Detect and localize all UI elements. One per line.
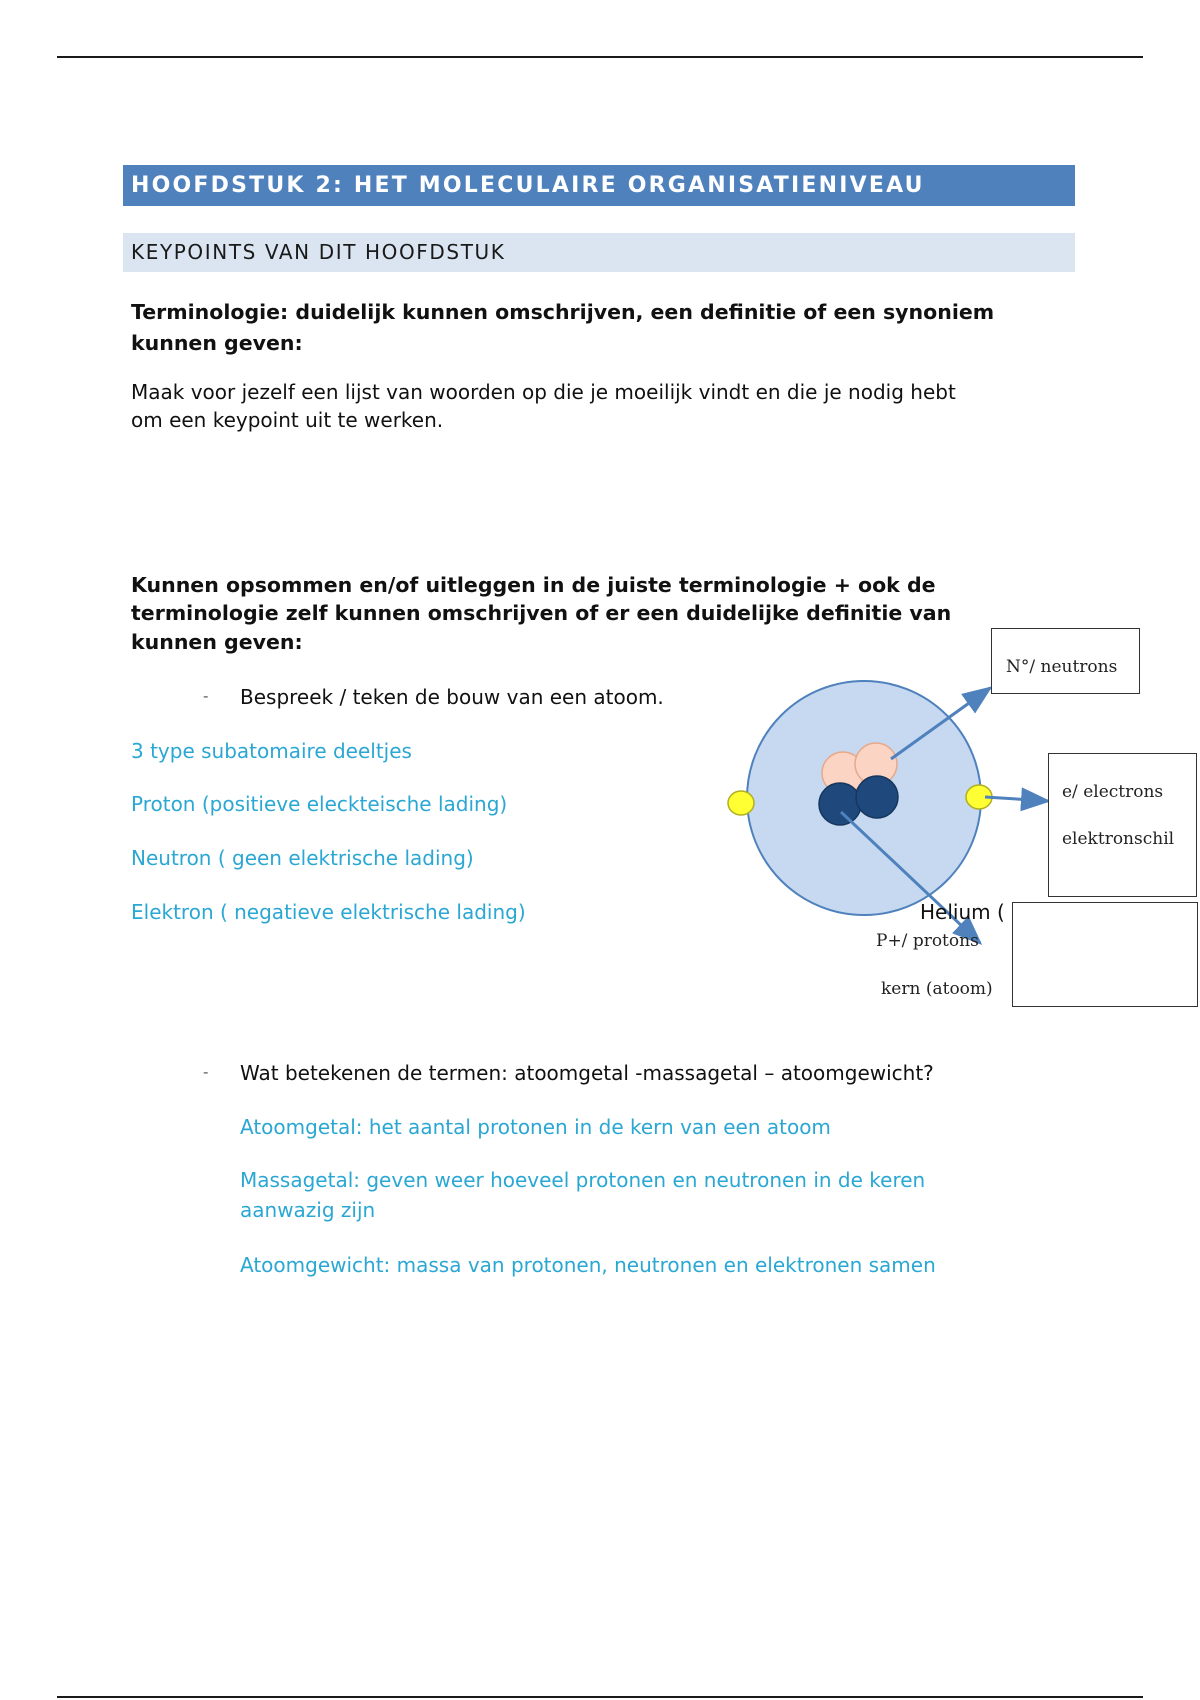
electron-shell-label: elektronschil bbox=[1062, 829, 1175, 849]
helium-label: Helium ( bbox=[920, 900, 1005, 924]
bottom-rule bbox=[57, 1696, 1143, 1698]
question-atom-structure: Bespreek / teken de bouw van een atoom. bbox=[240, 685, 664, 709]
chapter-title: HOOFDSTUK 2: HET MOLECULAIRE ORGANISATIENIVEAU bbox=[123, 165, 1075, 206]
terminology-heading-line2: kunnen geven: bbox=[131, 331, 303, 355]
answer-neutron: Neutron ( geen elektrische lading) bbox=[131, 846, 474, 870]
answer-proton: Proton (positieve eleckteische lading) bbox=[131, 792, 508, 816]
electrons-label: e/ electrons bbox=[1062, 782, 1164, 802]
empty-label-box bbox=[1012, 902, 1198, 1007]
explain-heading-line2: terminologie zelf kunnen omschrijven of er een duidelijke definitie van bbox=[131, 601, 952, 625]
electrons-label-box bbox=[1048, 753, 1197, 897]
protons-label: P+/ protons bbox=[876, 931, 979, 951]
bullet-marker: - bbox=[203, 687, 209, 705]
question-terms: Wat betekenen de termen: atoomgetal -massagetal – atoomgewicht? bbox=[240, 1061, 934, 1085]
explain-heading-line3: kunnen geven: bbox=[131, 630, 303, 654]
answer-atoomgetal: Atoomgetal: het aantal protonen in de kern van een atoom bbox=[240, 1115, 831, 1139]
terminology-heading-line1: Terminologie: duidelijk kunnen omschrijven, een definitie of een synoniem bbox=[131, 300, 995, 324]
electron-left bbox=[728, 791, 754, 815]
terminology-body-line1: Maak voor jezelf een lijst van woorden op die je moeilijk vindt en die je nodig hebt bbox=[131, 380, 956, 404]
keypoints-heading: KEYPOINTS VAN DIT HOOFDSTUK bbox=[123, 233, 1075, 272]
answer-massagetal-line1: Massagetal: geven weer hoeveel protonen en neutronen in de keren bbox=[240, 1168, 926, 1192]
answer-subatomic-types: 3 type subatomaire deeltjes bbox=[131, 739, 412, 763]
bullet-marker: - bbox=[203, 1063, 209, 1081]
neutrons-label: N°/ neutrons bbox=[1006, 657, 1118, 677]
neutron-left bbox=[819, 783, 861, 825]
terminology-body-line2: om een keypoint uit te werken. bbox=[131, 408, 444, 432]
arrow-electrons bbox=[985, 797, 1048, 801]
answer-atoomgewicht: Atoomgewicht: massa van protonen, neutronen en elektronen samen bbox=[240, 1253, 936, 1277]
answer-electron: Elektron ( negatieve elektrische lading) bbox=[131, 900, 526, 924]
answer-massagetal-line2: aanwazig zijn bbox=[240, 1198, 376, 1222]
nucleus-label: kern (atoom) bbox=[881, 979, 993, 999]
explain-heading-line1: Kunnen opsommen en/of uitleggen in de juiste terminologie + ook de bbox=[131, 573, 936, 597]
neutron-right bbox=[856, 776, 898, 818]
